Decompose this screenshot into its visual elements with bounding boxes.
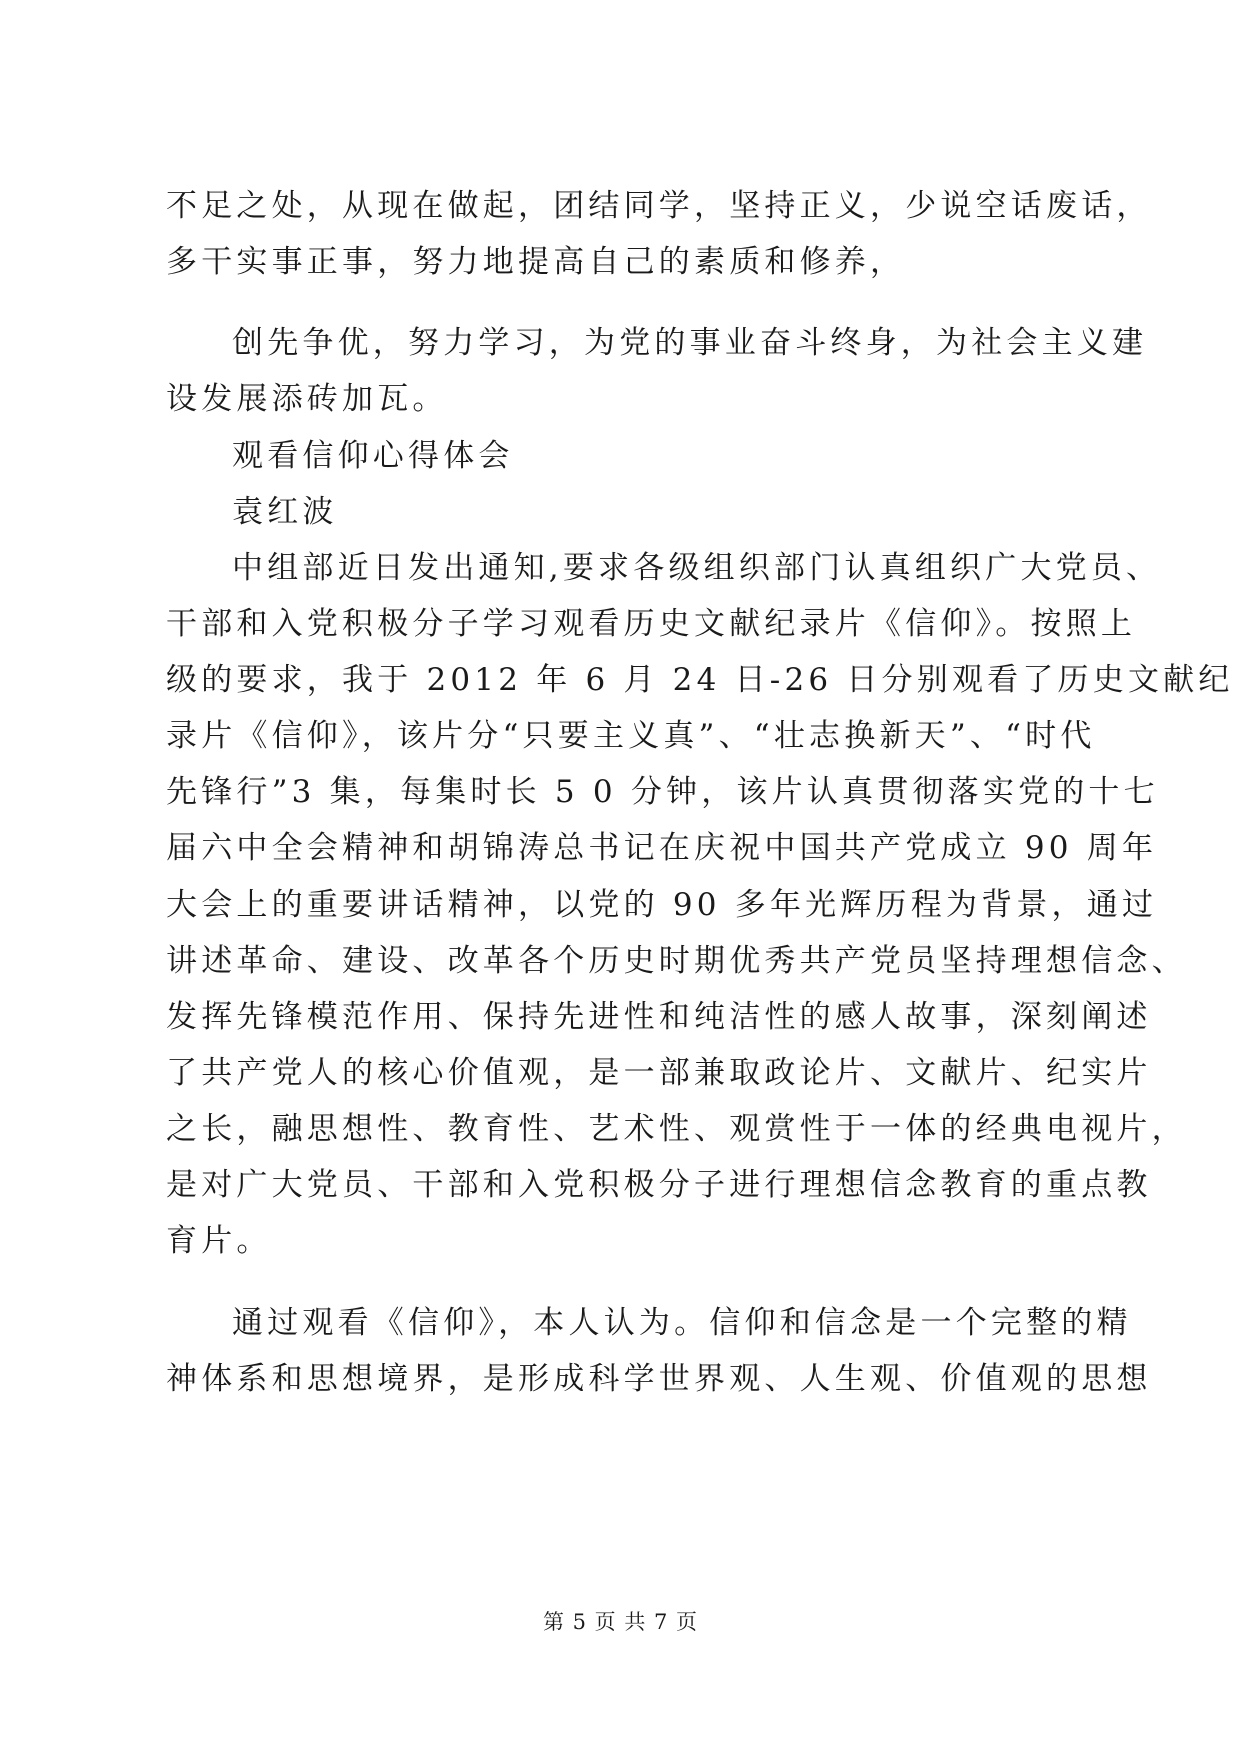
text-line: 之长，融思想性、教育性、艺术性、观赏性于一体的经典电视片， bbox=[166, 1111, 1187, 1147]
text-line: 干部和入党积极分子学习观看历史文献纪录片《信仰》。按照上 bbox=[166, 606, 1137, 642]
author-name: 袁红波 bbox=[232, 494, 338, 530]
page-footer: 第 5 页 共 7 页 bbox=[542, 1610, 699, 1634]
text-line: 多干实事正事，努力地提高自己的素质和修养， bbox=[166, 244, 906, 280]
text-line: 讲述革命、建设、改革各个历史时期优秀共产党员坚持理想信念、 bbox=[166, 943, 1187, 979]
text-line: 中组部近日发出通知,要求各级组织部门认真组织广大党员、 bbox=[232, 550, 1162, 586]
section-title: 观看信仰心得体会 bbox=[232, 438, 514, 474]
text-line: 不足之处，从现在做起，团结同学，坚持正义，少说空话废话， bbox=[166, 188, 1152, 224]
text-line: 神体系和思想境界，是形成科学世界观、人生观、价值观的思想 bbox=[166, 1361, 1152, 1397]
text-line: 大会上的重要讲话精神，以党的 90 多年光辉历程为背景，通过 bbox=[166, 887, 1158, 923]
text-line: 届六中全会精神和胡锦涛总书记在庆祝中国共产党成立 90 周年 bbox=[166, 830, 1158, 866]
text-line: 设发展添砖加瓦。 bbox=[166, 381, 448, 417]
text-line: 先锋行”3 集，每集时长 5 0 分钟，该片认真贯彻落实党的十七 bbox=[166, 774, 1159, 810]
text-line: 级的要求，我于 2012 年 6 月 24 日-26 日分别观看了历史文献纪 bbox=[166, 662, 1234, 698]
text-line: 录片《信仰》，该片分“只要主义真”、“壮志换新天”、“时代 bbox=[166, 718, 1096, 754]
text-line: 了共产党人的核心价值观，是一部兼取政论片、文献片、纪实片 bbox=[166, 1055, 1152, 1091]
text-line: 发挥先锋模范作用、保持先进性和纯洁性的感人故事，深刻阐述 bbox=[166, 999, 1152, 1035]
text-line: 通过观看《信仰》，本人认为。信仰和信念是一个完整的精 bbox=[232, 1305, 1132, 1341]
text-line: 创先争优，努力学习，为党的事业奋斗终身，为社会主义建 bbox=[232, 325, 1148, 361]
text-line: 育片。 bbox=[166, 1223, 272, 1259]
text-line: 是对广大党员、干部和入党积极分子进行理想信念教育的重点教 bbox=[166, 1167, 1152, 1203]
